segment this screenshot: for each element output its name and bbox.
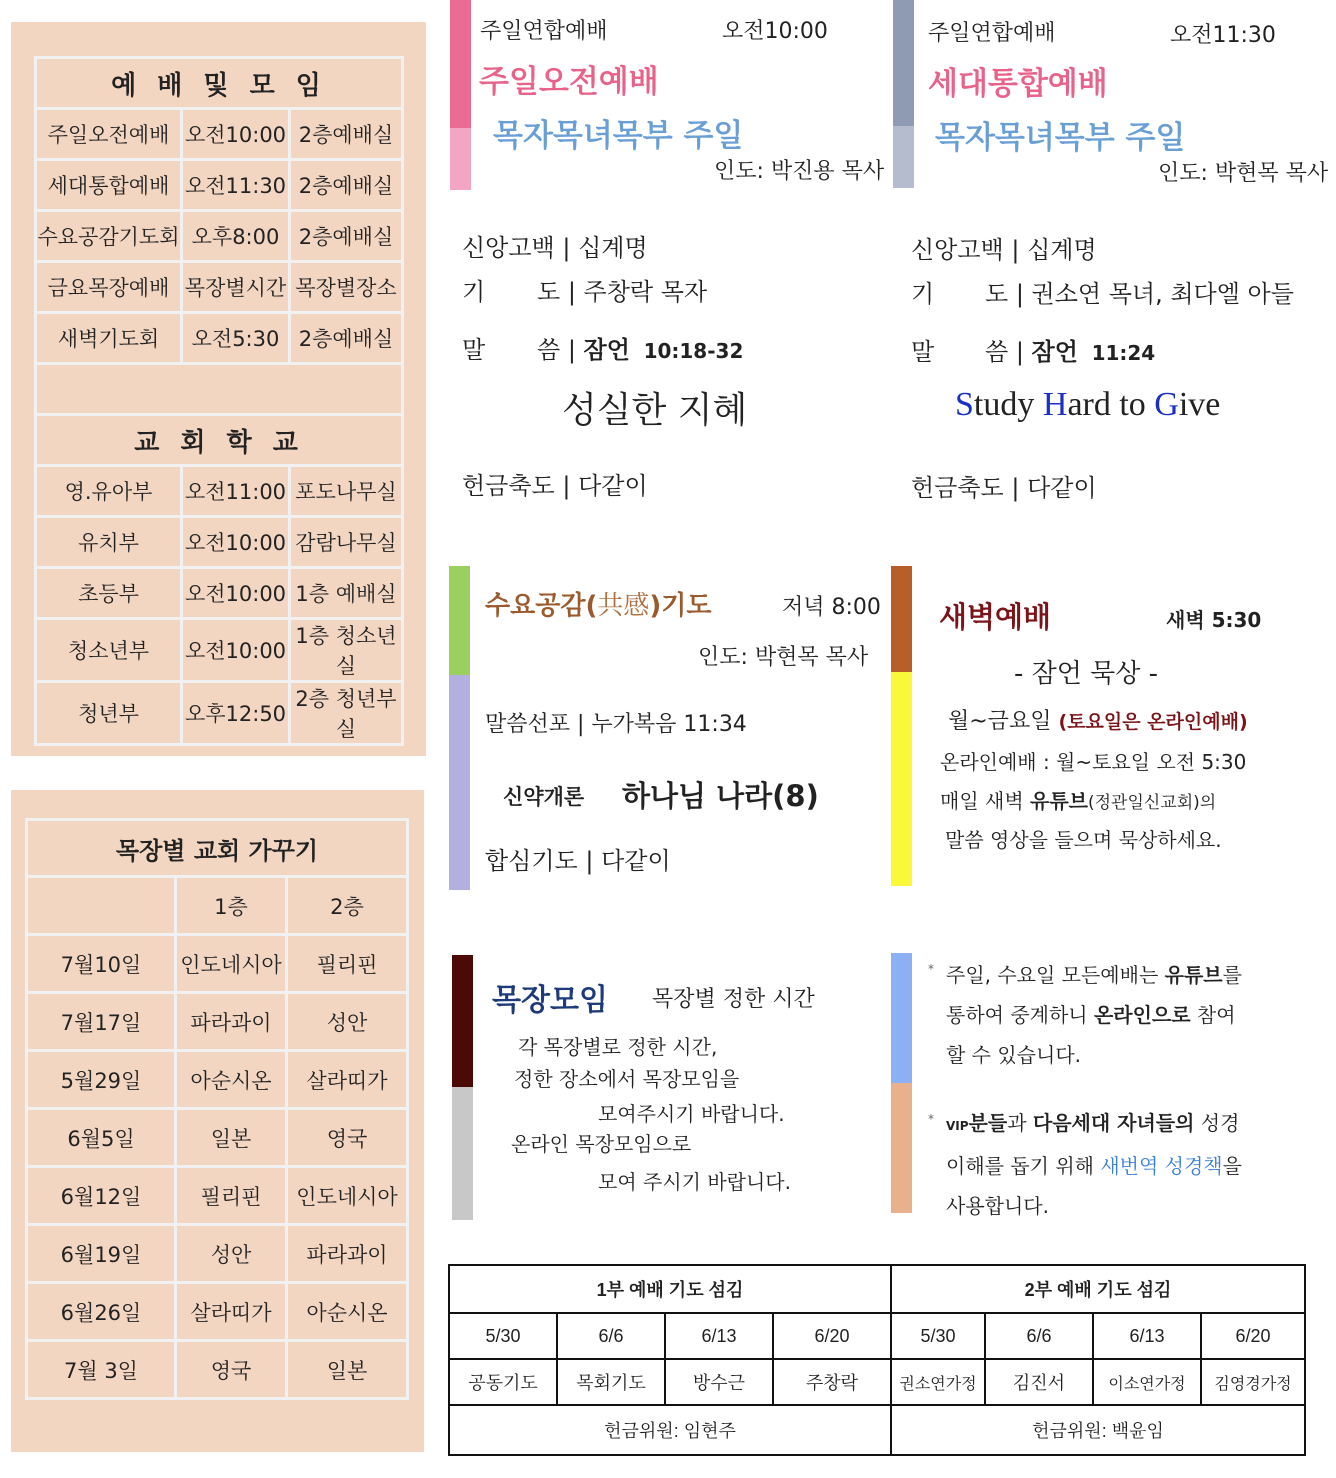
wed-series: 신약개론 <box>503 785 585 809</box>
offering-committee-2: 헌금위원: 백윤임 <box>891 1405 1305 1455</box>
service-name: 세대통합예배 <box>928 66 1108 102</box>
service-leader: 인도: 박현목 목사 <box>1158 161 1329 186</box>
cell-line: 각 목장별로 정한 시간, <box>518 1035 718 1059</box>
table-row: 세대통합예배 오전11:30 2층예배실 <box>37 161 401 209</box>
service-header: 주일연합예배 <box>928 21 1056 46</box>
decor-title: 목장별 교회 가꾸기 <box>28 821 406 875</box>
table-row: 5월29일 아순시온 살라띠가 <box>28 1052 406 1107</box>
worship-table <box>34 56 404 746</box>
word-line: 씀 | 잠언 11:24 <box>985 338 1156 366</box>
cell-title: 목장모임 <box>492 983 608 1018</box>
service-theme: 목자목녀목부 주일 <box>493 118 744 154</box>
dawn-subtitle: - 잠언 묵상 - <box>1014 659 1159 689</box>
wed-time: 저녁 8:00 <box>782 595 881 620</box>
wed-word: 말씀선포 | 누가복음 11:34 <box>485 712 747 737</box>
table-row: 금요목장예배 목장별시간 목장별장소 <box>37 263 401 311</box>
service-theme: 목자목녀목부 주일 <box>935 120 1186 156</box>
table-row: 공동기도 목회기도 방수근 주창락 권소연가정 김진서 이소연가정 김영경가정 <box>449 1359 1305 1405</box>
wed-closing: 합심기도 | 다같이 <box>485 847 671 875</box>
prayer-table <box>448 1264 1306 1456</box>
prayer-head-2: 2부 예배 기도 섬김 <box>891 1265 1305 1313</box>
worship-title: 예 배 및 모 임 <box>37 59 401 107</box>
dawn-meditate: 말씀 영상을 들으며 묵상하세요. <box>945 828 1222 852</box>
offering-line: 헌금축도 | 다같이 <box>911 474 1097 502</box>
offering-committee-1: 헌금위원: 임현주 <box>449 1405 891 1455</box>
word-label: 말 <box>462 336 486 364</box>
cell-line: 정한 장소에서 목장모임을 <box>514 1067 740 1091</box>
spacer-row <box>37 365 401 413</box>
wed-leader: 인도: 박현목 목사 <box>698 645 869 670</box>
table-row: 5/30 6/6 6/13 6/20 5/30 6/6 6/13 6/20 <box>449 1313 1305 1359</box>
accent-bar <box>450 0 471 128</box>
table-row: 6월19일 성안 파라과이 <box>28 1226 406 1281</box>
accent-bar <box>450 128 471 190</box>
bullet-icon: * <box>928 1112 934 1126</box>
cell-line: 모여주시기 바랍니다. <box>598 1102 785 1126</box>
cell-time: 목장별 정한 시간 <box>652 987 815 1012</box>
accent-bar <box>891 953 912 1083</box>
table-row: 수요공감기도회 오후8:00 2층예배실 <box>37 212 401 260</box>
table-row: 6월26일 살라띠가 아순시온 <box>28 1284 406 1339</box>
cell-line: 모여 주시기 바랍니다. <box>598 1170 791 1194</box>
table-row <box>449 1405 1305 1455</box>
sermon-title: Study Hard to Give <box>955 386 1221 423</box>
notice-bible: VIP분들과 다음세대 자녀들의 성경 이해를 돕기 위해 새번역 성경책을 사용합니다. <box>946 1111 1242 1218</box>
word-line: 씀 | 잠언 10:18-32 <box>537 336 744 364</box>
dawn-days: 월~금요일 (토요일은 온라인예배) <box>948 709 1248 734</box>
offering-line: 헌금축도 | 다같이 <box>462 472 648 500</box>
dawn-online: 온라인예배 : 월~토요일 오전 5:30 <box>940 750 1247 774</box>
service-time: 오전11:30 <box>1170 23 1276 48</box>
prayer-line: 도 | 권소연 목녀, 최다엘 아들 <box>985 280 1294 308</box>
creed-line: 신앙고백 | 십계명 <box>462 234 648 262</box>
table-row: 영.유아부 오전11:00 포도나무실 <box>37 467 401 515</box>
creed-line: 신앙고백 | 십계명 <box>911 236 1097 264</box>
prayer-label: 기 <box>911 280 935 308</box>
bullet-icon: * <box>928 962 934 976</box>
accent-bar <box>891 1083 912 1213</box>
service-leader: 인도: 박진용 목사 <box>714 159 885 184</box>
wed-title: 수요공감(共感)기도 <box>485 591 712 621</box>
accent-bar <box>891 672 912 886</box>
service-name: 주일오전예배 <box>479 64 659 100</box>
cell-line: 온라인 목장모임으로 <box>511 1132 692 1156</box>
accent-bar <box>893 0 914 126</box>
accent-bar <box>449 675 470 890</box>
accent-bar <box>452 955 473 1087</box>
accent-bar <box>452 1087 473 1220</box>
service-header: 주일연합예배 <box>480 19 608 44</box>
school-title: 교 회 학 교 <box>37 416 401 464</box>
dawn-title: 새벽예배 <box>939 600 1052 634</box>
table-row: 청년부 오후12:50 2층 청년부실 <box>37 683 401 743</box>
table-row: 청소년부 오전10:00 1층 청소년실 <box>37 620 401 680</box>
table-row: 주일오전예배 오전10:00 2층예배실 <box>37 110 401 158</box>
prayer-label: 기 <box>462 278 486 306</box>
table-row: 유치부 오전10:00 감람나무실 <box>37 518 401 566</box>
notice-youtube: 주일, 수요일 모든예배는 유튜브를 통하여 중계하니 온라인으로 참여 할 수 있습니다. <box>946 963 1242 1067</box>
dawn-youtube: 매일 새벽 유튜브(정관일신교회)의 <box>940 789 1217 813</box>
sermon-title: 성실한 지혜 <box>562 390 748 431</box>
table-row: 새벽기도회 오전5:30 2층예배실 <box>37 314 401 362</box>
table-row: 1층 2층 <box>28 878 406 933</box>
accent-bar <box>891 566 912 672</box>
table-row: 6월5일 일본 영국 <box>28 1110 406 1165</box>
table-row: 7월17일 파라과이 성안 <box>28 994 406 1049</box>
word-label: 말 <box>911 338 935 366</box>
prayer-head-1: 1부 예배 기도 섬김 <box>449 1265 891 1313</box>
dawn-time: 새벽 5:30 <box>1166 608 1262 632</box>
service-time: 오전10:00 <box>722 19 828 44</box>
table-row: 7월10일 인도네시아 필리핀 <box>28 936 406 991</box>
accent-bar <box>893 126 914 188</box>
table-row: 6월12일 필리핀 인도네시아 <box>28 1168 406 1223</box>
decor-table <box>25 818 409 1400</box>
wed-sermon: 하나님 나라(8) <box>622 779 819 813</box>
accent-bar <box>449 566 470 675</box>
table-row: 초등부 오전10:00 1층 예배실 <box>37 569 401 617</box>
prayer-line: 도 | 주창락 목자 <box>537 278 708 306</box>
table-row: 7월 3일 영국 일본 <box>28 1342 406 1397</box>
